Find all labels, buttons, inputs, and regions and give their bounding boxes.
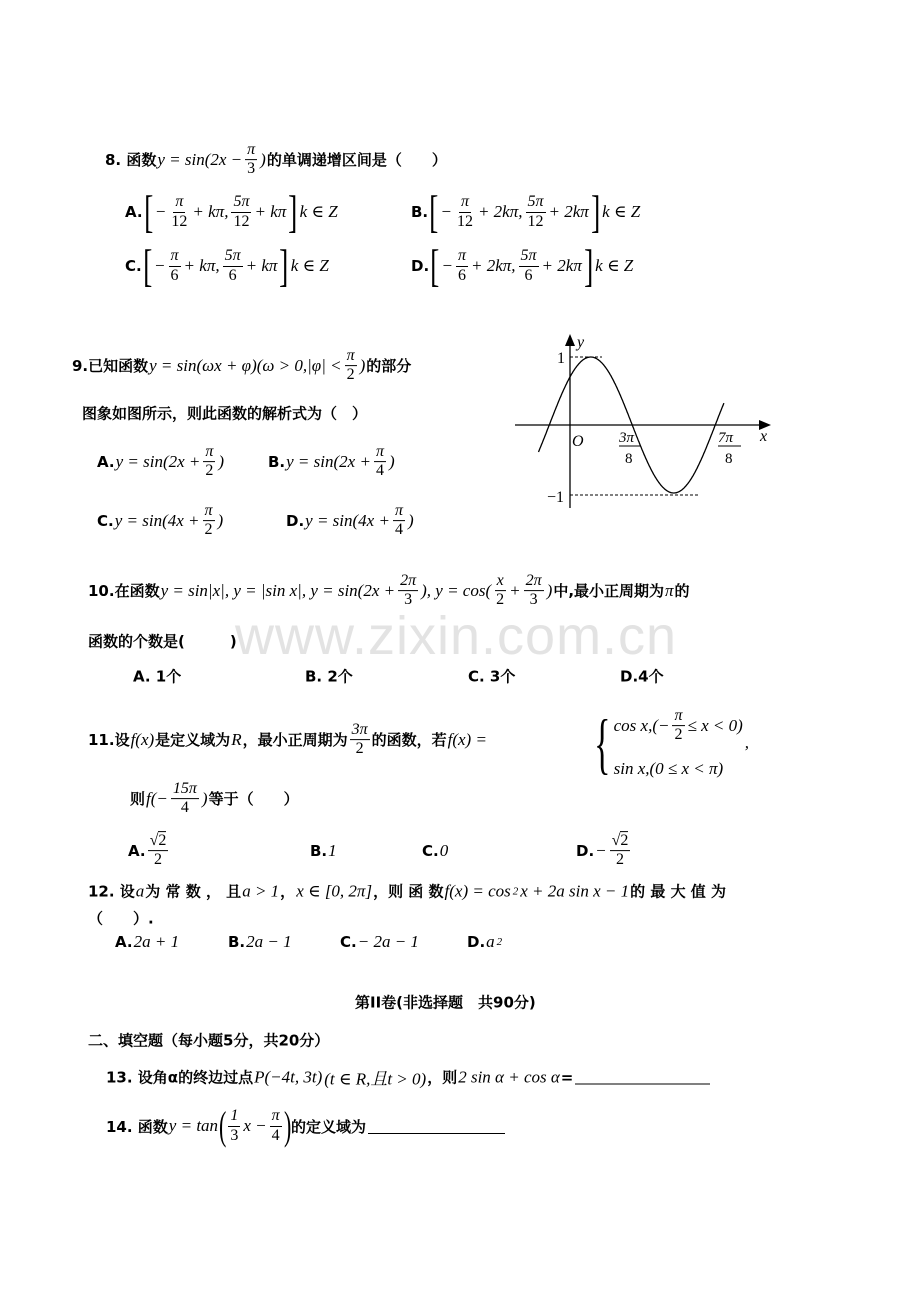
text: C. bbox=[125, 257, 142, 275]
text: 第II卷(非选择题 共90分) bbox=[355, 993, 536, 1012]
math-expression: sin x,(0 ≤ x < π) bbox=[613, 758, 724, 778]
text: C. bbox=[340, 933, 357, 951]
text: D. bbox=[467, 933, 486, 951]
math-expression: a bbox=[135, 881, 145, 900]
text: 11.设 bbox=[88, 731, 130, 750]
q9-option-a bbox=[97, 443, 225, 481]
y-min-label: −1 bbox=[547, 489, 565, 506]
math-expression: ) bbox=[407, 511, 414, 530]
bracket: ] bbox=[583, 240, 594, 291]
text: ， bbox=[280, 882, 296, 901]
q11-option-c bbox=[422, 841, 449, 861]
text: A. 1个 bbox=[133, 667, 182, 686]
math-expression: + kπ bbox=[254, 202, 287, 221]
numerator: π bbox=[345, 347, 357, 366]
fraction bbox=[494, 572, 506, 610]
math-expression: y = sin(4x + bbox=[114, 511, 200, 530]
math-expression: x ∈ [0, 2π] bbox=[296, 881, 373, 900]
denominator: 3 bbox=[529, 591, 538, 609]
math-expression: − bbox=[154, 256, 166, 275]
math-expression: ) bbox=[218, 452, 225, 471]
math-expression: f(x) = cos bbox=[444, 881, 511, 900]
radical-sign: √ bbox=[149, 832, 159, 850]
text: 函数的个数是( ) bbox=[88, 632, 237, 651]
math-expression: k ∈ Z bbox=[595, 256, 634, 275]
numerator: π bbox=[203, 443, 215, 462]
q14 bbox=[106, 1103, 505, 1148]
text: B. 2个 bbox=[305, 667, 353, 686]
math-expression: + kπ, bbox=[183, 256, 220, 275]
math-expression: − bbox=[441, 256, 453, 275]
q9-sine-graph bbox=[505, 330, 785, 515]
q8-option-b bbox=[411, 186, 641, 237]
q11-case-1 bbox=[613, 707, 744, 745]
q10-option-c bbox=[468, 666, 515, 687]
fraction bbox=[456, 247, 468, 285]
part-heading bbox=[88, 1030, 329, 1051]
numerator: π bbox=[393, 502, 405, 521]
minus-sign: − bbox=[595, 841, 607, 860]
math-expression: 2 sin α + cos α bbox=[458, 1067, 560, 1086]
answer-blank[interactable] bbox=[368, 1119, 505, 1134]
fraction bbox=[398, 572, 418, 610]
numerator: π bbox=[203, 502, 215, 521]
math-expression: − bbox=[154, 202, 167, 221]
math-expression: ) bbox=[546, 581, 553, 600]
math-expression: y = tan bbox=[168, 1116, 219, 1135]
parenthesis: ) bbox=[283, 1103, 292, 1148]
text: A. bbox=[115, 933, 133, 951]
text: B. bbox=[228, 933, 246, 951]
math-expression: − 2a − 1 bbox=[357, 932, 419, 951]
text: B. bbox=[310, 842, 328, 860]
zero2-num: 7π bbox=[718, 430, 734, 446]
math-expression: + 2kπ bbox=[548, 202, 589, 221]
fraction bbox=[223, 247, 243, 285]
denominator: 4 bbox=[394, 521, 403, 539]
text: 的 bbox=[674, 582, 690, 601]
text: 12. 设 bbox=[88, 882, 135, 901]
denominator: 12 bbox=[527, 212, 544, 230]
q13 bbox=[106, 1065, 710, 1090]
numerator: 2π bbox=[398, 572, 418, 591]
q11-case-2 bbox=[613, 759, 744, 779]
superscript: 2 bbox=[512, 885, 519, 897]
q12-option-b bbox=[228, 932, 293, 952]
q11-option-b bbox=[310, 841, 338, 861]
q10-option-d bbox=[620, 666, 664, 687]
text: 8. 函数 bbox=[105, 151, 157, 170]
section-title bbox=[355, 992, 536, 1013]
denominator: 12 bbox=[456, 212, 473, 230]
watermark: www.zixin.com.cn bbox=[235, 606, 678, 666]
fraction bbox=[524, 572, 544, 610]
math-expression: 2a + 1 bbox=[133, 932, 180, 951]
bracket: [ bbox=[429, 186, 439, 237]
superscript: 2 bbox=[496, 936, 503, 948]
denominator: 12 bbox=[233, 212, 250, 230]
fraction bbox=[171, 780, 199, 818]
math-expression: k ∈ Z bbox=[290, 256, 329, 275]
denominator: 12 bbox=[171, 212, 188, 230]
numerator: π bbox=[173, 193, 185, 212]
fraction bbox=[169, 193, 189, 231]
denominator: 2 bbox=[205, 462, 214, 480]
text: 14. 函数 bbox=[106, 1117, 168, 1136]
math-expression: x + 2a sin x − 1 bbox=[520, 881, 630, 900]
sqrt-fraction bbox=[146, 832, 171, 870]
denominator: 6 bbox=[170, 266, 179, 284]
math-expression: ) bbox=[201, 789, 208, 808]
denominator: 2 bbox=[204, 521, 213, 539]
zero2-den: 8 bbox=[725, 451, 733, 467]
math-expression: f(− bbox=[146, 789, 168, 808]
math-expression: + 2kπ, bbox=[477, 202, 523, 221]
fraction bbox=[245, 141, 257, 179]
text: = bbox=[560, 1068, 574, 1086]
numerator bbox=[610, 832, 631, 851]
numerator: 2π bbox=[524, 572, 544, 591]
fraction bbox=[526, 193, 546, 231]
numerator: π bbox=[245, 141, 257, 160]
radical-sign: √ bbox=[611, 832, 621, 850]
denominator: 3 bbox=[404, 591, 413, 609]
q8-stem bbox=[105, 141, 447, 179]
fraction bbox=[519, 247, 539, 285]
text: 10.在函数 bbox=[88, 582, 160, 601]
q11-piecewise bbox=[592, 707, 750, 779]
fraction bbox=[350, 721, 370, 759]
math-expression: x − bbox=[243, 1116, 267, 1135]
math-expression: ) bbox=[388, 452, 395, 471]
sqrt-fraction bbox=[594, 832, 632, 870]
fraction bbox=[203, 502, 215, 540]
text: C. bbox=[422, 842, 439, 860]
text: 为 常 数 ， 且 bbox=[145, 882, 242, 901]
fraction bbox=[270, 1107, 282, 1145]
text: A. bbox=[125, 203, 143, 221]
q12-stem-2 bbox=[88, 908, 154, 929]
q12-option-d bbox=[467, 932, 503, 952]
text: ，则 bbox=[427, 1068, 458, 1087]
text: D.4个 bbox=[620, 667, 664, 686]
q11-stem-2 bbox=[130, 780, 299, 818]
numerator: π bbox=[672, 707, 684, 726]
math-expression: a > 1 bbox=[242, 881, 280, 900]
fraction bbox=[393, 502, 405, 540]
numerator: π bbox=[270, 1107, 282, 1126]
q11-stem bbox=[88, 721, 488, 759]
q11-option-a bbox=[128, 832, 170, 870]
denominator: 6 bbox=[228, 266, 237, 284]
denominator: 4 bbox=[375, 462, 384, 480]
q9-option-c bbox=[97, 502, 224, 540]
numerator: π bbox=[456, 247, 468, 266]
text: C. bbox=[97, 512, 114, 530]
numerator: 5π bbox=[526, 193, 546, 212]
q8-option-d bbox=[411, 240, 634, 291]
math-expression: ) bbox=[217, 511, 224, 530]
q9-stem-2 bbox=[82, 403, 367, 424]
q11-option-d bbox=[576, 832, 632, 870]
fraction bbox=[203, 443, 215, 481]
text: ，则 函 数 bbox=[373, 882, 444, 901]
numerator: 15π bbox=[171, 780, 199, 799]
denominator: 4 bbox=[271, 1126, 280, 1144]
bracket: ] bbox=[590, 186, 601, 237]
bracket: [ bbox=[143, 186, 153, 237]
math-expression: + kπ, bbox=[192, 202, 229, 221]
denominator: 2 bbox=[616, 851, 625, 869]
denominator: 2 bbox=[674, 726, 683, 744]
math-expression: − bbox=[440, 202, 452, 221]
fraction bbox=[228, 1107, 240, 1145]
math-expression: π bbox=[665, 581, 674, 600]
q10-stem bbox=[88, 572, 690, 610]
denominator: 2 bbox=[496, 591, 505, 609]
q8-option-a bbox=[125, 186, 339, 237]
numerator: 5π bbox=[231, 193, 251, 212]
x-axis-label: x bbox=[760, 428, 768, 445]
math-expression: y = sin(2x − bbox=[157, 150, 243, 169]
math-expression: cos x,(− bbox=[613, 716, 670, 735]
fraction bbox=[148, 832, 169, 870]
numerator: π bbox=[374, 443, 386, 462]
math-expression: + kπ bbox=[245, 256, 278, 275]
left-brace: { bbox=[594, 705, 611, 781]
fraction bbox=[672, 707, 684, 745]
math-expression: 2a − 1 bbox=[246, 932, 292, 951]
y-max-label: 1 bbox=[557, 350, 565, 367]
comma: , bbox=[744, 733, 750, 752]
text: B. bbox=[268, 453, 286, 471]
math-expression: y = sin(2x + bbox=[115, 452, 201, 471]
bracket: [ bbox=[430, 240, 440, 291]
math-expression: + 2kπ bbox=[541, 256, 582, 275]
math-expression: y = sin(2x + bbox=[286, 452, 371, 471]
math-expression: R bbox=[231, 730, 242, 749]
q10-stem-2 bbox=[88, 631, 237, 652]
text: C. 3个 bbox=[468, 667, 516, 686]
math-expression: 0 bbox=[439, 841, 449, 860]
origin-label: O bbox=[572, 433, 584, 450]
text: 9.已知函数 bbox=[72, 357, 149, 376]
math-expression: + 2kπ, bbox=[470, 256, 516, 275]
math-expression: y = sin(ωx + φ)(ω > 0,|φ| < bbox=[149, 356, 342, 375]
radicand: 2 bbox=[620, 832, 629, 850]
bracket: [ bbox=[142, 240, 152, 291]
math-expression: P(−4t, 3t) bbox=[254, 1067, 323, 1086]
fraction bbox=[374, 443, 386, 481]
q10-option-a bbox=[133, 666, 181, 687]
numerator: x bbox=[495, 572, 506, 591]
zero1-den: 8 bbox=[625, 451, 633, 467]
math-expression: k ∈ Z bbox=[602, 202, 641, 221]
fraction bbox=[345, 347, 357, 385]
denominator: 4 bbox=[180, 799, 189, 817]
text: （ ）. bbox=[88, 909, 154, 928]
fraction bbox=[169, 247, 181, 285]
math-expression: ) bbox=[260, 150, 266, 169]
math-expression: k ∈ Z bbox=[299, 202, 338, 221]
math-expression: f(x) bbox=[130, 730, 155, 749]
zero1-num: 3π bbox=[619, 430, 635, 446]
text: 的定义域为 bbox=[291, 1117, 367, 1136]
denominator: 3 bbox=[247, 160, 256, 178]
numerator: 1 bbox=[228, 1107, 240, 1126]
text: D. bbox=[411, 257, 430, 275]
math-expression: y = sin|x|, y = |sin x|, y = sin(2x + bbox=[160, 581, 396, 600]
text: 的函数，若 bbox=[371, 731, 447, 750]
q10-option-b bbox=[305, 666, 353, 687]
math-expression: ) bbox=[359, 356, 366, 375]
text: ，最小正周期为 bbox=[242, 731, 348, 750]
math-expression: + bbox=[509, 581, 521, 600]
text: 则 bbox=[130, 790, 146, 809]
denominator: 6 bbox=[524, 266, 533, 284]
q12-stem bbox=[88, 881, 726, 902]
denominator: 2 bbox=[346, 366, 355, 384]
radicand: 2 bbox=[158, 832, 167, 850]
q12-option-a bbox=[115, 932, 180, 952]
q9-option-b bbox=[268, 443, 396, 481]
bracket: ] bbox=[288, 186, 298, 237]
q9-stem bbox=[72, 347, 411, 385]
text: 是定义域为 bbox=[155, 731, 231, 750]
text: D. bbox=[286, 512, 305, 530]
numerator bbox=[148, 832, 169, 851]
numerator: 3π bbox=[350, 721, 370, 740]
math-expression: a bbox=[486, 932, 495, 951]
math-expression: ≤ x < 0) bbox=[687, 716, 743, 735]
fraction bbox=[610, 832, 631, 870]
denominator: 3 bbox=[230, 1126, 239, 1144]
q9-option-d bbox=[286, 502, 415, 540]
q12-option-c bbox=[340, 932, 420, 952]
text: 的部分 bbox=[366, 357, 412, 376]
text: 中,最小正周期为 bbox=[553, 582, 665, 601]
y-axis-label: y bbox=[577, 334, 585, 351]
text: B. bbox=[411, 203, 429, 221]
numerator: 5π bbox=[223, 247, 243, 266]
denominator: 2 bbox=[153, 851, 162, 869]
text: 的单调递增区间是（ ） bbox=[266, 151, 447, 170]
math-expression: y = sin(4x + bbox=[305, 511, 390, 530]
q8-option-c bbox=[125, 240, 330, 291]
denominator: 6 bbox=[457, 266, 466, 284]
parenthesis: ( bbox=[219, 1103, 227, 1148]
text: D. bbox=[576, 842, 595, 860]
text: A. bbox=[128, 842, 146, 860]
math-expression: (t ∈ R,且t > 0) bbox=[324, 1069, 427, 1089]
y-axis-arrow bbox=[565, 334, 575, 346]
text: A. bbox=[97, 453, 115, 471]
text: 图象如图所示，则此函数的解析式为（ ） bbox=[82, 404, 368, 423]
text: 的 最 大 值 为 bbox=[630, 882, 727, 901]
text: 二、填空题（每小题5分，共20分） bbox=[88, 1031, 330, 1050]
math-expression: ), y = cos( bbox=[421, 581, 492, 600]
answer-blank[interactable] bbox=[575, 1070, 710, 1085]
numerator: π bbox=[169, 247, 181, 266]
denominator: 2 bbox=[355, 740, 364, 758]
bracket: ] bbox=[279, 240, 289, 291]
numerator: π bbox=[459, 193, 471, 212]
text: 13. 设角α的终边过点 bbox=[106, 1068, 254, 1087]
math-expression: 1 bbox=[328, 841, 337, 860]
text: 等于（ ） bbox=[208, 790, 299, 809]
math-expression: f(x) = bbox=[447, 730, 487, 749]
numerator: 5π bbox=[519, 247, 539, 266]
fraction bbox=[231, 193, 251, 231]
fraction bbox=[455, 193, 475, 231]
